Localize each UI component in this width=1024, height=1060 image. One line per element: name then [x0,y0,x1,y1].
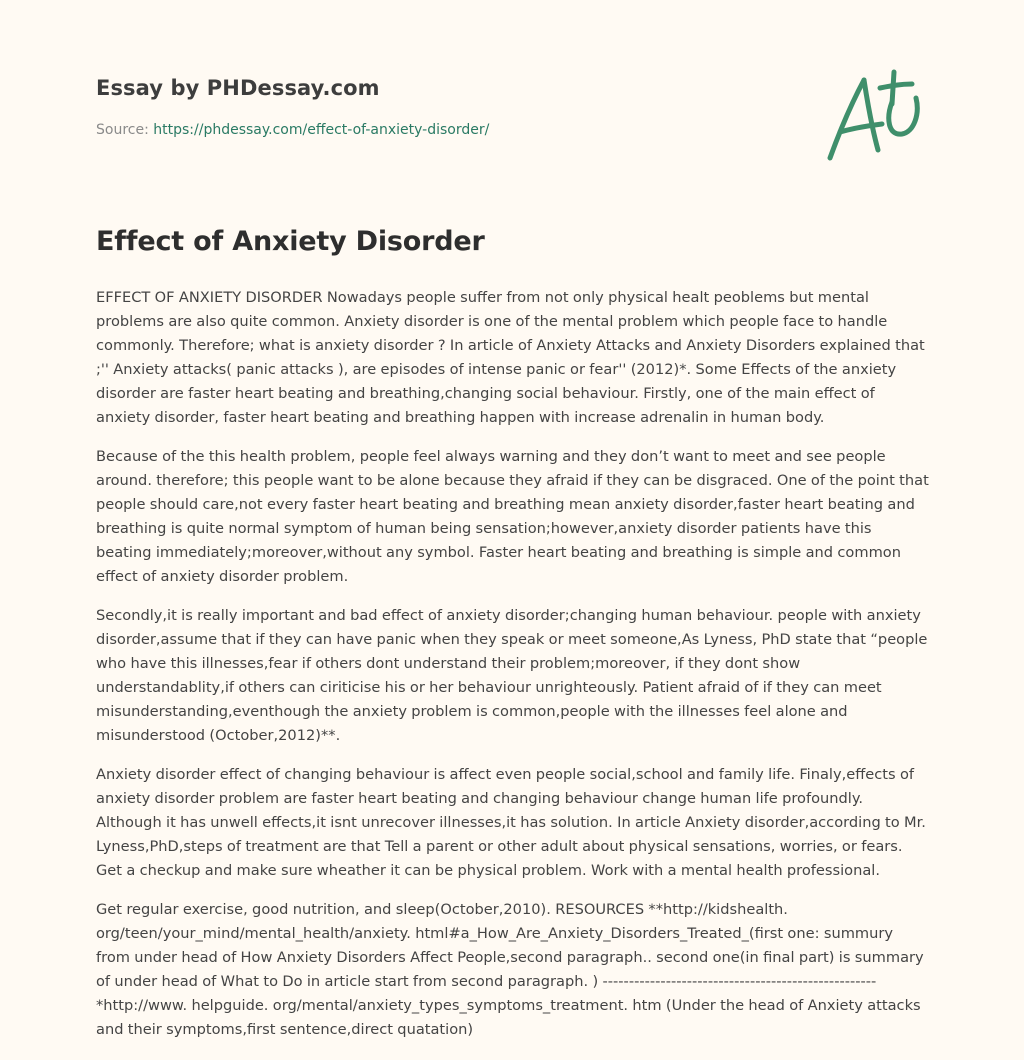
source-link[interactable]: https://phdessay.com/effect-of-anxiety-disorder/ [153,122,490,138]
page-header [96,76,796,138]
source-label: Source: [96,122,154,138]
article-title: Effect of Anxiety Disorder [96,226,485,257]
paragraph: EFFECT OF ANXIETY DISORDER Nowadays people suffer from not only physical healt peoblems but mental problems are also quite common. Anxiety disorder is one of the mental problem which people face to handle commonly. Therefore; what is anxiety disorder ? In article of Anxiety Attacks and Anxiety Disorders explained that ;'' Anxiety attacks( panic attacks ), are episodes of intense panic or fear'' (2012)*. Some Effects of the anxiety disorder are faster heart beating and breathing,changing social behaviour. Firstly, one of the main effect of anxiety disorder, faster heart beating and breathing happen with increase adrenalin in human body. [96,289,925,426]
article-body [96,286,930,1057]
a-plus-logo-icon [820,66,930,166]
paragraph: Because of the this health problem, people feel always warning and they don’t want to meet and see people around. therefore; this people want to be alone because they afraid if they can be disgraced. One of the point that people should care,not every faster heart beating and breathing mean anxiety disorder,faster heart beating and breathing is quite normal symptom of human being sensation;however,anxiety disorder patients have this beating immediately;moreover,without any symbol. Faster heart beating and breathing is simple and common effect of anxiety disorder problem. [96,448,929,585]
paragraph: Secondly,it is really important and bad effect of anxiety disorder;changing human behaviour. people with anxiety disorder,assume that if they can have panic when they speak or meet someone,As Lyness, PhD state that “people who have this illnesses,fear if others dont understand their problem;moreover, if they dont show understandablity,if others can ciriticise his or her behaviour unrighteously. Patient afraid of if they can meet misunderstanding,eventhough the anxiety problem is common,people with the illnesses feel alone and misunderstood (October,2012)**. [96,607,928,744]
paragraph: Get regular exercise, good nutrition, and sleep(October,2010). RESOURCES **http://kidshealth. org/teen/your_mind/mental_health/anxiety. html#a_How_Are_Anxiety_Disorders_Treated_(first one: summury from under head of How Anxiety Disorders Affect People,second paragraph.. second one(in final part) is summary of under head of What to Do in article start from second paragraph. ) ---------------------------------------------------- *http://www. helpguide. org/mental/anxiety_types_symptoms_treatment. htm (Under the head of Anxiety attacks and their symptoms,first sentence,direct quatation) [96,901,924,1038]
source-line [96,122,796,138]
paragraph: Anxiety disorder effect of changing behaviour is affect even people social,school and family life. Finaly,effects of anxiety disorder problem are faster heart beating and changing behaviour change human life profoundly. Although it has unwell effects,it isnt unrecover illnesses,it has solution. In article Anxiety disorder,according to Mr. Lyness,PhD,steps of treatment are that Tell a parent or other adult about physical sensations, worries, or fears. Get a checkup and make sure wheather it can be physical problem. Work with a mental health professional. [96,766,926,879]
site-name: Essay by PHDessay.com [96,76,380,100]
